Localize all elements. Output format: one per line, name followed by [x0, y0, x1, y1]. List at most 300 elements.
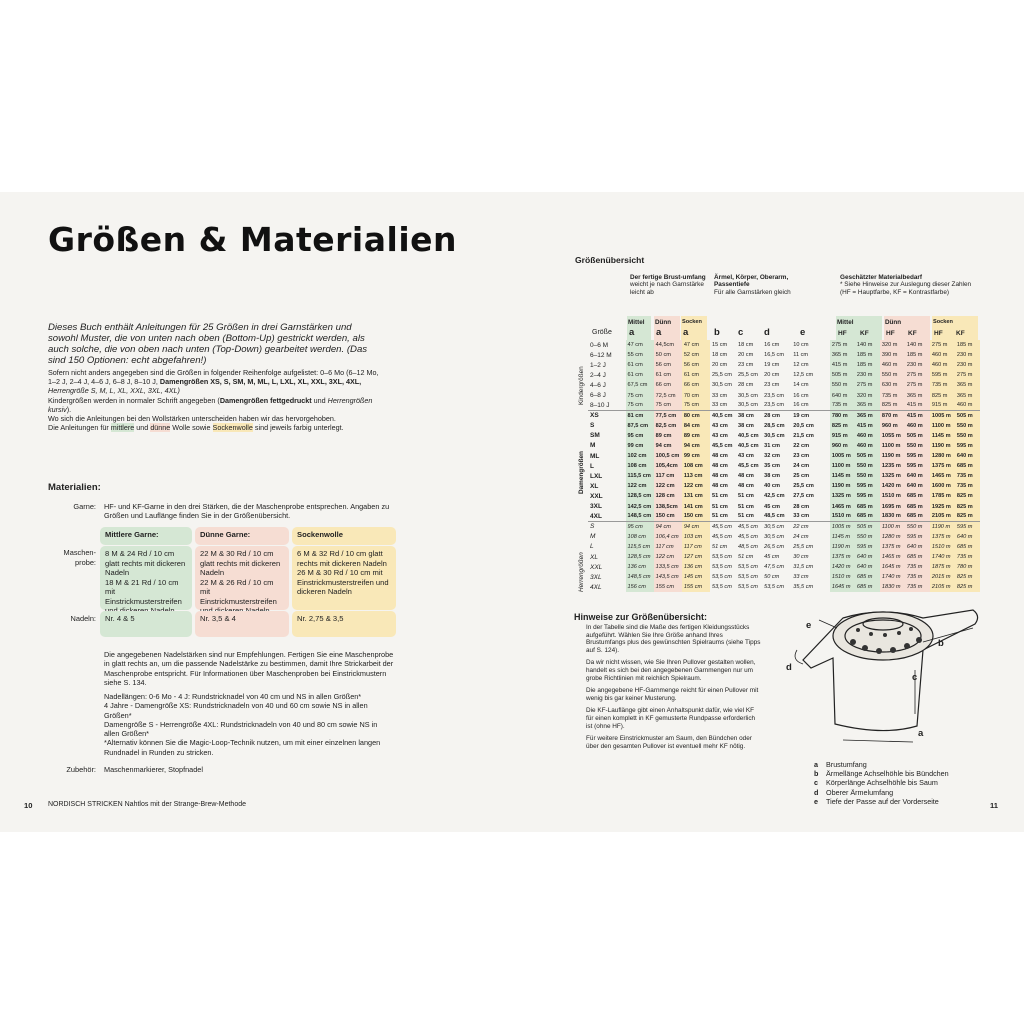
- value-cell: 48 cm: [711, 483, 728, 490]
- size-cell: 1–2 J: [590, 361, 606, 369]
- value-cell: 1190 m: [830, 542, 855, 552]
- intro-text-italic: Herrengröße S, M, L, XL, XXL, 3XL, 4XL): [48, 386, 180, 396]
- value-cell: 21,5 cm: [793, 432, 814, 439]
- highlight-socken: Sockenwolle: [212, 423, 253, 433]
- value-cell: 320 m: [880, 340, 905, 350]
- diagram-label-c: c: [912, 672, 918, 683]
- value-cell: 53,5 cm: [711, 554, 732, 561]
- size-cell: M: [590, 442, 596, 450]
- value-cell: 94 cm: [654, 522, 682, 532]
- value-cell: 45,5 cm: [738, 533, 758, 540]
- value-cell: 43 cm: [738, 453, 754, 460]
- value-cell: 960 m: [830, 441, 855, 451]
- value-cell: 595 m: [905, 532, 930, 542]
- value-cell: 735 m: [955, 481, 980, 491]
- size-overview-heading: Größenübersicht: [575, 255, 645, 265]
- size-cell: 3XL: [590, 573, 602, 581]
- value-cell: 1510 m: [930, 542, 955, 552]
- value-cell: 19 cm: [791, 411, 830, 421]
- col-socken-label: Sockenwolle: [297, 530, 344, 539]
- value-cell: 35,5 cm: [793, 584, 814, 591]
- value-cell: 185 m: [955, 340, 980, 350]
- value-cell: 735 m: [955, 552, 980, 562]
- value-cell: 45,5 cm: [711, 442, 733, 449]
- value-cell: 595 m: [855, 542, 880, 552]
- value-cell: 415 m: [905, 411, 930, 421]
- value-cell: 595 m: [855, 481, 880, 491]
- col-letter-a2: a: [656, 327, 662, 338]
- value-cell: 103 cm: [682, 532, 710, 542]
- value-cell: 365 m: [830, 350, 855, 360]
- size-table: [588, 340, 980, 592]
- label-herren: Herrengrößen: [578, 552, 585, 592]
- value-cell: 25 cm: [793, 473, 810, 480]
- size-row: [588, 401, 980, 411]
- value-cell: 595 m: [955, 441, 980, 451]
- value-cell: 131 cm: [682, 491, 710, 501]
- value-cell: 275 m: [855, 380, 880, 390]
- value-cell: 1280 m: [880, 532, 905, 542]
- value-cell: 25,5 cm: [793, 543, 814, 550]
- diagram-label-e: e: [806, 620, 812, 631]
- col-duenn-header: [195, 527, 289, 545]
- value-cell: 1375 m: [930, 461, 955, 471]
- size-cell: 4XL: [590, 583, 602, 591]
- value-cell: 142,5 cm: [626, 502, 654, 512]
- value-cell: 1375 m: [930, 532, 955, 542]
- value-cell: 43 cm: [711, 432, 728, 439]
- value-cell: 51 cm: [738, 493, 754, 500]
- value-cell: 460 m: [855, 431, 880, 441]
- value-cell: 550 m: [955, 421, 980, 431]
- value-cell: 640 m: [855, 552, 880, 562]
- value-cell: 1325 m: [830, 491, 855, 501]
- value-cell: 48 cm: [711, 453, 728, 460]
- value-cell: 960 m: [880, 421, 905, 431]
- value-cell: 365 m: [955, 390, 980, 400]
- size-row: [588, 512, 980, 522]
- size-row: [588, 572, 980, 582]
- note-paragraph: In der Tabelle sind die Maße des fertigen Kleidungsstücks aufgeführt. Wählen Sie Ihre Größe anhand Ihres Brustumfangs plus des gewünschten Spielraums (siehe Tipps auf S. 124).: [586, 624, 761, 654]
- size-row: [588, 582, 980, 592]
- value-cell: 12,5 cm: [793, 372, 814, 379]
- value-cell: 66 cm: [682, 380, 710, 390]
- value-cell: 99 cm: [626, 441, 654, 451]
- value-cell: 1100 m: [880, 522, 905, 532]
- value-cell: 33 cm: [793, 513, 810, 520]
- value-cell: 45,5 cm: [710, 522, 736, 532]
- value-cell: 1830 m: [880, 582, 905, 592]
- garne-label: Garne:: [73, 502, 96, 511]
- size-cell: 6–12 M: [590, 351, 612, 359]
- value-cell: 1645 m: [830, 582, 855, 592]
- size-row: [588, 421, 980, 431]
- value-cell: 1740 m: [880, 572, 905, 582]
- value-cell: 2105 m: [930, 582, 955, 592]
- maschenprobe-socken: 6 M & 32 Rd / 10 cm glatt rechts mit dickeren Nadeln 26 M & 30 Rd / 10 cm mit Einstrickmusterstreifen und dickeren Nadeln: [292, 546, 396, 610]
- value-cell: 1235 m: [880, 461, 905, 471]
- size-row: [588, 502, 980, 512]
- value-cell: 550 m: [855, 532, 880, 542]
- maschenprobe-label: Maschen- probe:: [63, 548, 96, 567]
- size-cell: 6–8 J: [590, 392, 606, 400]
- diagram-label-d: d: [786, 662, 792, 673]
- value-cell: 15 cm: [711, 342, 728, 349]
- value-cell: 45,5 cm: [711, 533, 732, 540]
- value-cell: 51 cm: [711, 543, 728, 550]
- size-row: [588, 471, 980, 481]
- value-cell: 128,5 cm: [626, 552, 654, 562]
- value-cell: 66 cm: [654, 380, 682, 390]
- intro-text-bold: Damengrößen XS, S, SM, M, ML, L, LXL, XL, XXL, 3XL, 4XL,: [159, 377, 362, 387]
- value-cell: 735 m: [930, 380, 955, 390]
- value-cell: 22 cm: [791, 522, 830, 532]
- value-cell: 115,5 cm: [626, 471, 654, 481]
- value-cell: 26,5 cm: [764, 543, 784, 550]
- value-cell: 550 m: [830, 380, 855, 390]
- value-cell: 47,5 cm: [764, 564, 784, 571]
- value-cell: 365 m: [855, 411, 880, 421]
- size-cell: XL: [590, 553, 598, 561]
- value-cell: 40,5 cm: [738, 442, 759, 449]
- legend-key: e: [814, 796, 818, 806]
- running-title: NORDISCH STRICKEN Nahtlos mit der Strange-Brew-Methode: [48, 801, 247, 808]
- value-cell: 108 cm: [626, 461, 654, 471]
- size-row: [588, 451, 980, 461]
- size-cell: 8–10 J: [590, 401, 610, 409]
- value-cell: 22 cm: [793, 442, 810, 449]
- value-cell: 16 cm: [793, 402, 809, 409]
- value-cell: 550 m: [905, 522, 930, 532]
- value-cell: 140 m: [855, 340, 880, 350]
- value-cell: 30,5 cm: [764, 432, 785, 439]
- value-cell: 550 m: [880, 370, 905, 380]
- value-cell: 51 cm: [711, 513, 728, 520]
- value-cell: 48 cm: [738, 473, 754, 480]
- value-cell: 12 cm: [793, 362, 809, 369]
- value-cell: 825 m: [955, 512, 980, 522]
- col-mittel-header: [100, 527, 192, 545]
- value-cell: 75 cm: [626, 401, 654, 411]
- value-cell: 460 m: [855, 441, 880, 451]
- size-cell: ML: [590, 452, 600, 460]
- intro-text: Kindergrößen werden in normaler Schrift angegeben (: [48, 395, 220, 405]
- value-cell: 320 m: [855, 390, 880, 400]
- value-cell: 505 m: [955, 411, 980, 421]
- value-cell: 825 m: [955, 582, 980, 592]
- value-cell: 1420 m: [880, 481, 905, 491]
- value-cell: 1740 m: [930, 552, 955, 562]
- value-cell: 155 cm: [682, 582, 710, 592]
- value-cell: 415 m: [905, 401, 930, 411]
- value-cell: 28 cm: [738, 382, 754, 389]
- value-cell: 42,5 cm: [764, 493, 785, 500]
- size-row: [588, 542, 980, 552]
- value-cell: 18 cm: [738, 342, 754, 349]
- value-cell: 75 cm: [654, 401, 682, 411]
- value-cell: 108 cm: [682, 461, 710, 471]
- value-cell: 685 m: [955, 461, 980, 471]
- value-cell: 24 cm: [793, 463, 810, 470]
- value-cell: 51 cm: [738, 503, 754, 510]
- value-cell: 38 cm: [764, 473, 780, 480]
- value-cell: 1420 m: [830, 562, 855, 572]
- value-cell: 56 cm: [682, 360, 710, 370]
- value-cell: 685 m: [855, 502, 880, 512]
- size-row: [588, 552, 980, 562]
- value-cell: 30,5 cm: [711, 382, 732, 389]
- value-cell: 45 cm: [764, 503, 780, 510]
- value-cell: 1100 m: [930, 421, 955, 431]
- value-cell: 630 m: [880, 380, 905, 390]
- value-cell: 51 cm: [711, 493, 728, 500]
- legend-item: [814, 778, 949, 787]
- value-cell: 51 cm: [738, 513, 754, 520]
- hf-2: HF: [886, 330, 895, 337]
- value-cell: 38 cm: [736, 411, 762, 421]
- value-cell: 75 cm: [626, 390, 654, 400]
- header-chest-text: weicht je nach Garnstärke leicht ab: [630, 281, 704, 296]
- intro-text: und: [311, 395, 328, 405]
- value-cell: 275 m: [830, 340, 855, 350]
- value-cell: 10 cm: [793, 342, 809, 349]
- header-material: [840, 274, 980, 296]
- value-cell: 1645 m: [880, 562, 905, 572]
- col-letter-e: e: [800, 327, 806, 338]
- value-cell: 48,5 cm: [738, 543, 758, 550]
- highlight-mittel: mittlere: [110, 423, 135, 433]
- value-cell: 53,5 cm: [738, 574, 758, 581]
- value-cell: 53,5 cm: [711, 564, 732, 571]
- size-row: [588, 562, 980, 572]
- value-cell: 20,5 cm: [793, 422, 814, 429]
- size-row: [588, 390, 980, 400]
- value-cell: 1465 m: [930, 471, 955, 481]
- value-cell: 595 m: [905, 451, 930, 461]
- col-letter-b: b: [714, 327, 720, 338]
- value-cell: 1190 m: [830, 481, 855, 491]
- value-cell: 44,5cm: [654, 340, 682, 350]
- value-cell: 275 m: [955, 370, 980, 380]
- value-cell: 148,5 cm: [626, 572, 654, 582]
- value-cell: 33 cm: [711, 392, 728, 399]
- value-cell: 48,5 cm: [764, 513, 785, 520]
- intro-text: Wo sich die Anleitungen bei den Wollstärken unterscheiden haben wir das hervorgehoben.: [48, 414, 336, 424]
- value-cell: 19 cm: [764, 362, 780, 369]
- value-cell: 33 cm: [793, 574, 809, 581]
- value-cell: 70 cm: [682, 390, 710, 400]
- value-cell: 1925 m: [930, 502, 955, 512]
- size-row: [588, 431, 980, 441]
- kf-2: KF: [908, 330, 917, 337]
- hf-1: HF: [838, 330, 847, 337]
- value-cell: 25,5 cm: [793, 483, 814, 490]
- value-cell: 185 m: [855, 350, 880, 360]
- value-cell: 685 m: [855, 572, 880, 582]
- legend-key: d: [814, 787, 819, 797]
- value-cell: 1785 m: [930, 491, 955, 501]
- value-cell: 550 m: [955, 431, 980, 441]
- needle-note: Die angegebenen Nadelstärken sind nur Empfehlungen. Fertigen Sie eine Maschenprobe in glatt rechts an, um die passende Nadelstärke zu bestimmen, damit Ihre Strickarbeit der Maschenprobe entspricht. Für Informationen über Maschenproben bei Einstrickmustern siehe S. 134.: [104, 650, 394, 687]
- intro-italic: Dieses Buch enthält Anleitungen für 25 Größen in drei Garnstärken und sowohl Muster, die von unten nach oben (Bottom-Up) gestrickt werden, als auch solche, die von oben nach unten (Top-Down) gearbeitet werden. (Das sind 150 Optionen: echt abgefahren!): [48, 322, 368, 366]
- value-cell: 1510 m: [830, 512, 855, 522]
- value-cell: 61 cm: [682, 370, 710, 380]
- value-cell: 94 cm: [682, 522, 710, 532]
- value-cell: 1100 m: [830, 461, 855, 471]
- highlight-duenn: dünne: [150, 423, 171, 433]
- value-cell: 33 cm: [711, 402, 728, 409]
- value-cell: 825 m: [930, 390, 955, 400]
- value-cell: 45,5 cm: [736, 522, 762, 532]
- value-cell: 30,5 cm: [738, 392, 758, 399]
- value-cell: 595 m: [955, 522, 980, 532]
- value-cell: 735 m: [905, 572, 930, 582]
- value-cell: 31,5 cm: [793, 564, 814, 571]
- value-cell: 40,5 cm: [710, 411, 736, 421]
- value-cell: 67,5 cm: [626, 380, 654, 390]
- value-cell: 128,5 cm: [626, 491, 654, 501]
- value-cell: 275 m: [905, 380, 930, 390]
- hf-3: HF: [934, 330, 943, 337]
- size-row: [588, 491, 980, 501]
- value-cell: 595 m: [930, 370, 955, 380]
- value-cell: 365 m: [955, 380, 980, 390]
- nadeln-duenn: Nr. 3,5 & 4: [195, 611, 289, 637]
- sub-socken-2: Socken: [932, 316, 978, 340]
- value-cell: 685 m: [905, 552, 930, 562]
- legend-item: [814, 769, 949, 778]
- value-cell: 82,5 cm: [654, 421, 682, 431]
- value-cell: 1145 m: [830, 471, 855, 481]
- value-cell: 685 m: [905, 512, 930, 522]
- value-cell: 61 cm: [626, 360, 654, 370]
- value-cell: 102 cm: [626, 451, 654, 461]
- size-row: [588, 350, 980, 360]
- value-cell: 685 m: [955, 542, 980, 552]
- value-cell: 1005 m: [930, 411, 955, 421]
- header-measures: [714, 274, 824, 296]
- value-cell: 77,5 cm: [654, 411, 682, 421]
- value-cell: 1375 m: [830, 552, 855, 562]
- value-cell: 31 cm: [764, 442, 780, 449]
- value-cell: 595 m: [855, 491, 880, 501]
- legend-value: Oberer Ärmelumfang: [826, 787, 894, 797]
- nadeln-label: Nadeln:: [70, 614, 96, 623]
- value-cell: 23 cm: [764, 382, 780, 389]
- col-letter-d: d: [764, 327, 770, 338]
- value-cell: 415 m: [830, 360, 855, 370]
- value-cell: 640 m: [955, 451, 980, 461]
- size-cell: M: [590, 533, 596, 541]
- value-cell: 30,5 cm: [762, 522, 791, 532]
- size-cell: L: [590, 543, 594, 551]
- value-cell: 20 cm: [711, 362, 728, 369]
- col-letter-c: c: [738, 327, 744, 338]
- value-cell: 156 cm: [626, 582, 654, 592]
- size-cell: 0–6 M: [590, 341, 609, 349]
- header-material-bold: Geschätzter Materialbedarf: [840, 274, 923, 281]
- size-row: [588, 360, 980, 370]
- value-cell: 75 cm: [682, 401, 710, 411]
- value-cell: 230 m: [955, 350, 980, 360]
- value-cell: 136 cm: [626, 562, 654, 572]
- size-col-header: Größe: [592, 329, 612, 336]
- value-cell: 117 cm: [654, 471, 682, 481]
- size-cell: XXL: [590, 492, 603, 500]
- value-cell: 825 m: [955, 572, 980, 582]
- value-cell: 185 m: [905, 350, 930, 360]
- value-cell: 735 m: [830, 401, 855, 411]
- value-cell: 640 m: [955, 532, 980, 542]
- size-cell: XS: [588, 411, 626, 421]
- value-cell: 52 cm: [682, 350, 710, 360]
- page-title: Größen & Materialien: [48, 220, 458, 259]
- value-cell: 95 cm: [626, 431, 654, 441]
- legend-value: Körperlänge Achselhöhle bis Saum: [826, 778, 938, 788]
- nadeln-mittel: Nr. 4 & 5: [100, 611, 192, 637]
- legend-key: c: [814, 778, 818, 788]
- size-row: [588, 461, 980, 471]
- value-cell: 595 m: [905, 461, 930, 471]
- zubehoer-label: Zubehör:: [66, 765, 96, 774]
- note-paragraph: Da wir nicht wissen, wie Sie Ihren Pullover gestalten wollen, handelt es sich bei den angegebenen Garnmengen nur um grobe Richtlinien mit reichlich Spielraum.: [586, 659, 756, 682]
- size-row: [588, 380, 980, 390]
- kf-3: KF: [956, 330, 965, 337]
- page-number-left: 10: [24, 801, 33, 810]
- value-cell: 61 cm: [654, 370, 682, 380]
- value-cell: 140 m: [905, 340, 930, 350]
- size-table-body: [588, 340, 980, 592]
- value-cell: 23,5 cm: [764, 392, 784, 399]
- value-cell: 365 m: [905, 390, 930, 400]
- value-cell: 95 cm: [626, 522, 654, 532]
- col-duenn-label: Dünne Garne:: [200, 530, 251, 539]
- value-cell: 108 cm: [626, 532, 654, 542]
- value-cell: 11 cm: [793, 352, 809, 359]
- value-cell: 550 m: [905, 441, 930, 451]
- value-cell: 138,5cm: [654, 502, 682, 512]
- legend-item: [814, 760, 949, 769]
- value-cell: 40,5 cm: [738, 432, 759, 439]
- legend-value: Brustumfang: [826, 760, 867, 769]
- value-cell: 415 m: [855, 421, 880, 431]
- value-cell: 61 cm: [626, 370, 654, 380]
- value-cell: 53,5 cm: [738, 584, 758, 591]
- value-cell: 1695 m: [880, 502, 905, 512]
- value-cell: 230 m: [905, 360, 930, 370]
- value-cell: 51 cm: [738, 554, 754, 561]
- value-cell: 735 m: [955, 471, 980, 481]
- legend-key: a: [814, 760, 818, 769]
- diagram-label-b: b: [938, 638, 944, 649]
- value-cell: 30 cm: [793, 554, 809, 561]
- maschenprobe-mittel: 8 M & 24 Rd / 10 cm glatt rechts mit dickeren Nadeln 18 M & 21 Rd / 10 cm mit Einstrickmusterstreifen: [100, 546, 192, 610]
- col-socken-header: [292, 527, 396, 545]
- value-cell: 117 cm: [654, 542, 682, 552]
- nadeln-socken: Nr. 2,75 & 3,5: [292, 611, 396, 637]
- value-cell: 81 cm: [626, 411, 654, 421]
- value-cell: 230 m: [855, 370, 880, 380]
- size-row: [588, 522, 980, 532]
- value-cell: 915 m: [830, 431, 855, 441]
- value-cell: 16 cm: [764, 342, 780, 349]
- value-cell: 94 cm: [682, 441, 710, 451]
- page-number-right: 11: [990, 801, 999, 810]
- value-cell: 143,5 cm: [654, 572, 682, 582]
- value-cell: 780 m: [955, 562, 980, 572]
- garne-text: HF- und KF-Garne in den drei Stärken, die der Maschenprobe entsprechen. Angaben zu Größen und Lauflänge finden Sie in der Größenübersicht.: [104, 502, 390, 521]
- value-cell: 505 m: [830, 370, 855, 380]
